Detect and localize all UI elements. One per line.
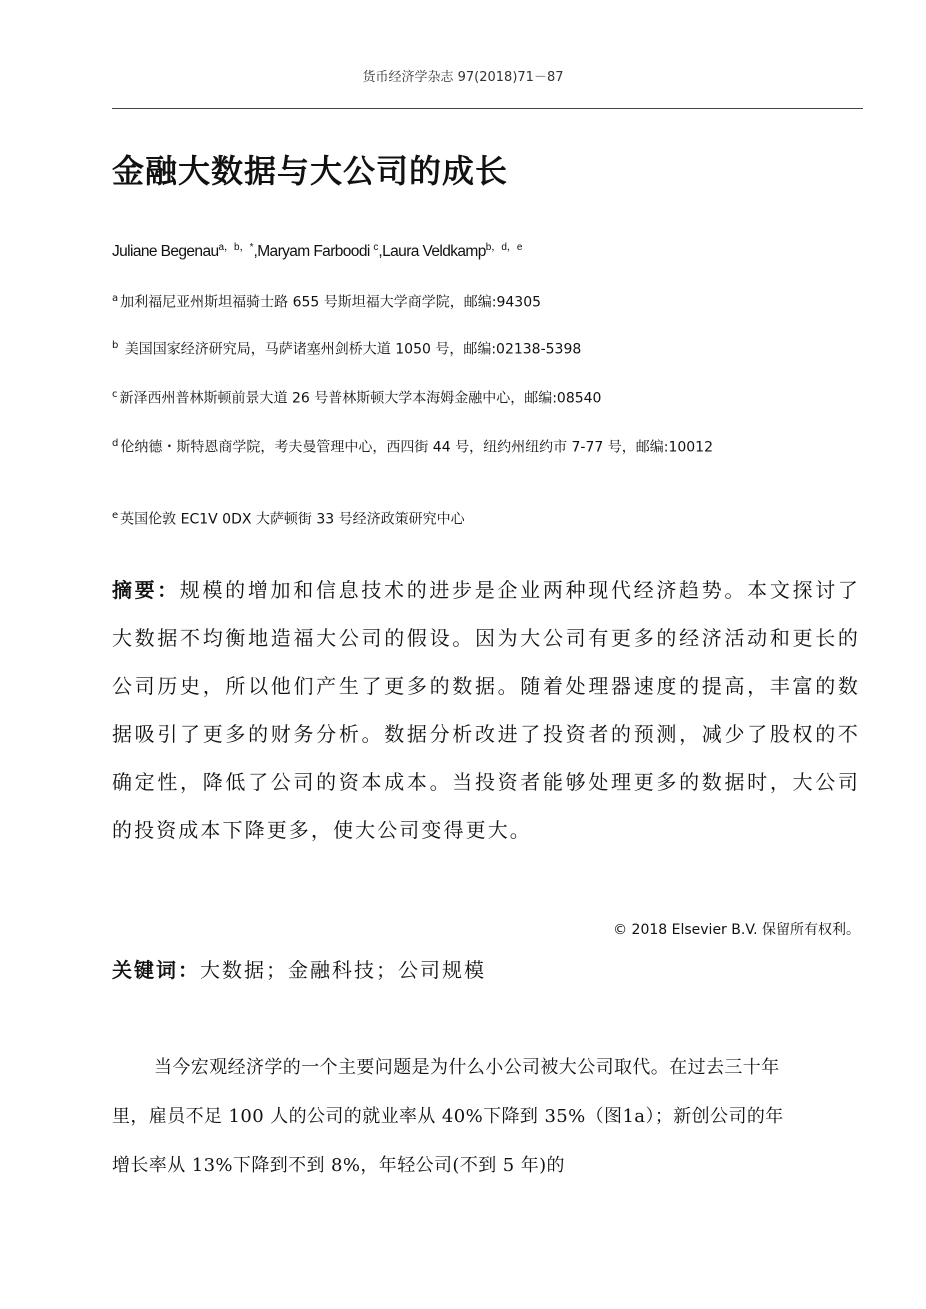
paper-title: 金融大数据与大公司的成长 bbox=[112, 152, 509, 190]
author-affiliation-marks: a，b，* bbox=[218, 242, 254, 253]
keywords bbox=[112, 954, 486, 983]
journal-citation: 货币经济学杂志 97(2018)71－87 bbox=[362, 70, 564, 85]
keywords-text: 大数据；金融科技；公司规模 bbox=[200, 958, 486, 982]
affiliation-b bbox=[112, 327, 832, 369]
affiliation-e bbox=[112, 497, 832, 539]
intro-paragraph: 当今宏观经济学的一个主要问题是为什么小公司被大公司取代。在过去三十年里，雇员不足 100 人的公司的就业率从 40%下降到 35%（图1a）；新创公司的年增长率从 13%下降到不到 8%，年轻公司(不到 5 年)的 bbox=[112, 1057, 784, 1176]
abstract-label: 摘要： bbox=[112, 578, 180, 602]
affiliation-mark: a bbox=[112, 293, 119, 304]
affiliation-c bbox=[112, 376, 832, 418]
affiliation-text: 美国国家经济研究局，马萨诸塞州剑桥大道 1050 号，邮编:02138-5398 bbox=[124, 341, 582, 358]
author-list: Juliane Begenau$^{a,b,*}$,Maryam Farboodi $^c$,Laura Veldkamp$^{b,d,e}$ bbox=[112, 242, 523, 261]
affiliation-d bbox=[112, 425, 824, 467]
affiliation-text: 加利福尼亚州斯坦福骑士路 655 号斯坦福大学商学院，邮编:94305 bbox=[120, 294, 542, 311]
copyright-notice: © 2018 Elsevier B.V. 保留所有权利。 bbox=[613, 922, 860, 938]
header-rule bbox=[112, 108, 863, 109]
affiliation-mark: b bbox=[112, 340, 119, 351]
author-name: Laura Veldkamp bbox=[382, 243, 486, 261]
author-affiliation-marks: b，d，e bbox=[485, 242, 523, 253]
author-affiliation-marks: c bbox=[373, 242, 379, 253]
affiliation-text: 伦纳德・斯特恩商学院，考夫曼管理中心，西四街 44 号，纽约州纽约市 7-77 号，邮编:10012 bbox=[120, 439, 713, 456]
author-name: Maryam Farboodi bbox=[257, 243, 370, 261]
affiliation-text: 英国伦敦 EC1V 0DX 大萨顿街 33 号经济政策研究中心 bbox=[120, 511, 465, 528]
affiliation-mark: c bbox=[112, 389, 118, 400]
affiliation-text: 新泽西州普林斯顿前景大道 26 号普林斯顿大学本海姆金融中心，邮编:08540 bbox=[119, 390, 602, 407]
keywords-label: 关键词： bbox=[112, 958, 200, 982]
affiliation-mark: e bbox=[112, 510, 119, 521]
affiliation-mark: d bbox=[112, 438, 119, 449]
affiliation-a bbox=[112, 280, 832, 322]
abstract bbox=[112, 566, 860, 854]
abstract-text: 规模的增加和信息技术的进步是企业两种现代经济趋势。本文探讨了大数据不均衡地造福大公司的假设。因为大公司有更多的经济活动和更长的公司历史，所以他们产生了更多的数据。随着处理器速度的提高，丰富的数据吸引了更多的财务分析。数据分析改进了投资者的预测，减少了股权的不确定性，降低了公司的资本成本。当投资者能够处理更多的数据时，大公司的投资成本下降更多，使大公司变得更大。 bbox=[112, 578, 860, 842]
author-name: Juliane Begenau bbox=[112, 243, 219, 261]
